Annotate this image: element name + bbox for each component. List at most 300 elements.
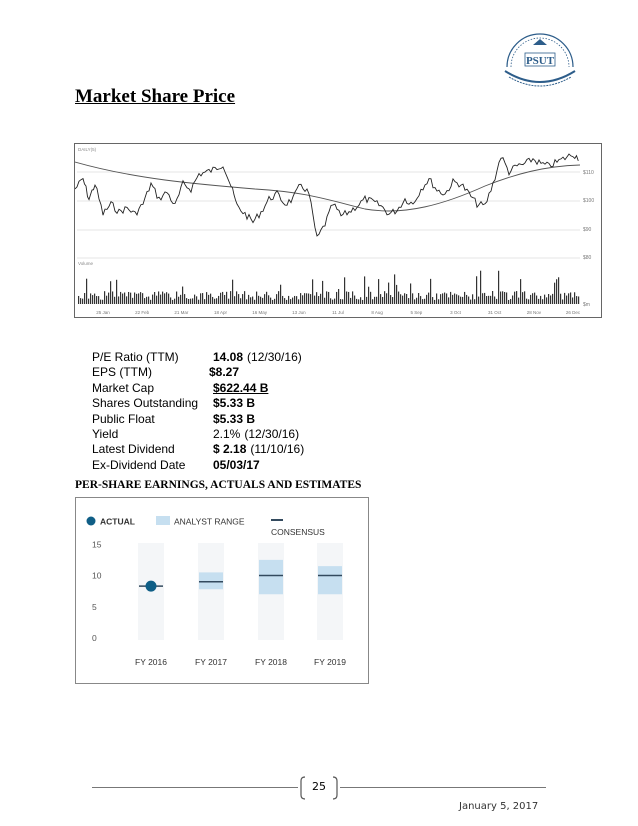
- volume-bar: [398, 292, 399, 304]
- footer-rule-left: [92, 787, 298, 788]
- volume-bar: [138, 293, 139, 304]
- footer-date: January 5, 2017: [459, 801, 539, 812]
- volume-bar: [78, 296, 79, 304]
- stat-label: Market Cap: [92, 380, 155, 395]
- volume-bar: [436, 293, 437, 304]
- x-category-label: FY 2018: [255, 657, 287, 667]
- volume-bar: [422, 299, 423, 304]
- volume-bar: [362, 300, 363, 304]
- volume-bar: [404, 293, 405, 304]
- volume-bar: [316, 292, 317, 304]
- price-line: [75, 154, 578, 236]
- volume-bar: [264, 294, 265, 304]
- analyst-range-bar: [199, 572, 223, 589]
- volume-bar: [484, 293, 485, 304]
- volume-bar: [472, 294, 473, 304]
- actual-point: [146, 581, 157, 592]
- volume-bar: [114, 297, 115, 304]
- volume-bar: [546, 297, 547, 304]
- volume-bar: [256, 292, 257, 304]
- stat-value-text: 05/03/17: [213, 457, 260, 472]
- volume-bar: [558, 277, 559, 304]
- volume-bar: [112, 291, 113, 304]
- volume-bar: [184, 294, 185, 304]
- volume-bar: [506, 292, 507, 304]
- volume-bar: [228, 299, 229, 304]
- volume-bar: [420, 296, 421, 304]
- y-tick-label: $m: [583, 302, 590, 308]
- volume-bar: [544, 295, 545, 304]
- volume-bar: [198, 300, 199, 304]
- volume-bar: [412, 293, 413, 304]
- volume-bar: [132, 298, 133, 304]
- volume-bar: [318, 296, 319, 304]
- volume-bar: [222, 292, 223, 304]
- volume-bar: [248, 295, 249, 304]
- analyst-range-bar: [259, 560, 283, 594]
- price-chart-svg: [75, 144, 601, 317]
- volume-bar: [180, 295, 181, 304]
- stat-value-text: 2.1%: [213, 426, 241, 441]
- volume-bar: [128, 292, 129, 304]
- volume-bar: [368, 287, 369, 304]
- eps-chart-svg: [76, 498, 368, 683]
- volume-bar: [250, 297, 251, 304]
- x-tick-label: 5 Sep: [410, 310, 423, 315]
- volume-bar: [206, 292, 207, 304]
- volume-bar: [100, 300, 101, 304]
- volume-bar: [290, 299, 291, 304]
- volume-bar: [90, 293, 91, 304]
- volume-bar: [310, 294, 311, 304]
- volume-bar: [178, 297, 179, 304]
- volume-bar: [154, 292, 155, 304]
- volume-bar: [210, 294, 211, 304]
- volume-bar: [258, 296, 259, 304]
- stat-label: P/E Ratio (TTM): [92, 350, 179, 364]
- volume-bar: [322, 281, 323, 304]
- page-heading: Market Share Price: [75, 86, 236, 107]
- volume-bar: [110, 281, 111, 304]
- stat-value-text: 14.08: [213, 350, 244, 364]
- volume-bar: [244, 291, 245, 304]
- volume-bar: [172, 300, 173, 304]
- volume-bar: [462, 297, 463, 304]
- volume-bar: [130, 293, 131, 304]
- volume-bar: [92, 295, 93, 304]
- volume-bar: [560, 294, 561, 304]
- volume-bar: [416, 298, 417, 304]
- y-tick-label: 0: [92, 633, 97, 643]
- volume-bar: [468, 297, 469, 304]
- y-tick-label: 15: [92, 539, 102, 550]
- stat-note: (12/30/16): [244, 426, 300, 441]
- volume-bar: [282, 296, 283, 304]
- volume-bar: [528, 299, 529, 304]
- volume-bar: [196, 296, 197, 304]
- volume-bar: [266, 292, 267, 304]
- stat-value-text: $ 2.18: [213, 442, 247, 457]
- volume-bar: [446, 293, 447, 304]
- volume-bar: [84, 293, 85, 304]
- volume-bar: [226, 292, 227, 304]
- x-tick-label: 8 Aug: [371, 310, 383, 315]
- volume-bar: [352, 291, 353, 304]
- volume-bar: [188, 299, 189, 304]
- volume-bar: [274, 299, 275, 304]
- stat-value: [213, 381, 268, 396]
- volume-bar: [572, 297, 573, 304]
- volume-bar: [166, 292, 167, 304]
- volume-bar: [430, 279, 431, 304]
- logo-text: PSUT: [525, 55, 555, 67]
- volume-bar: [150, 300, 151, 304]
- stat-label: Ex-Dividend Date: [92, 457, 186, 472]
- volume-bar: [372, 299, 373, 304]
- volume-bar: [156, 296, 157, 304]
- volume-bar: [242, 294, 243, 304]
- stat-value: [209, 365, 239, 380]
- x-tick-label: 31 Oct: [488, 310, 502, 315]
- volume-bar: [246, 299, 247, 304]
- x-tick-label: 21 Mar: [174, 310, 189, 315]
- volume-bar: [214, 299, 215, 304]
- volume-bar: [466, 295, 467, 304]
- volume-bar: [218, 296, 219, 304]
- stat-value-text: $5.33 B: [213, 411, 256, 426]
- volume-bar: [386, 293, 387, 304]
- y-tick-label: $110: [583, 170, 594, 176]
- volume-bar: [474, 299, 475, 304]
- volume-bar: [106, 296, 107, 304]
- volume-bar: [262, 298, 263, 304]
- y-tick-label: 5: [92, 601, 97, 612]
- volume-bar: [410, 283, 411, 304]
- volume-bar: [300, 293, 301, 304]
- volume-bar: [168, 294, 169, 304]
- stat-value-text: $5.33 B: [213, 396, 256, 411]
- volume-bar: [562, 299, 563, 304]
- volume-bar: [304, 293, 305, 304]
- volume-bar: [202, 293, 203, 304]
- volume-bar: [330, 298, 331, 304]
- volume-bar: [240, 298, 241, 304]
- volume-bar: [268, 295, 269, 304]
- stat-value-text: $622.44 B: [213, 380, 269, 395]
- volume-bar: [376, 297, 377, 304]
- stat-label: Public Float: [92, 411, 155, 426]
- volume-bar: [526, 299, 527, 304]
- volume-bar: [326, 291, 327, 304]
- volume-bar: [288, 296, 289, 304]
- volume-bar: [454, 294, 455, 304]
- volume-bar: [550, 295, 551, 304]
- volume-bar: [346, 291, 347, 304]
- y-tick-label: 10: [92, 570, 102, 581]
- volume-bar: [334, 299, 335, 304]
- volume-bar: [192, 298, 193, 304]
- stat-label: EPS (TTM): [92, 365, 152, 380]
- x-tick-label: 3 Oct: [450, 310, 461, 315]
- volume-bar: [278, 291, 279, 304]
- volume-bar: [490, 296, 491, 304]
- y-tick-label: $80: [583, 255, 592, 261]
- volume-bar: [306, 293, 307, 304]
- volume-bar: [364, 276, 365, 304]
- volume-bar: [350, 298, 351, 304]
- volume-bar: [254, 300, 255, 304]
- volume-bar: [514, 292, 515, 304]
- volume-bar: [540, 296, 541, 304]
- stat-label: Yield: [92, 426, 119, 441]
- volume-bar: [382, 297, 383, 304]
- volume-bar: [164, 293, 165, 304]
- volume-bar: [134, 293, 135, 304]
- volume-bar: [312, 279, 313, 304]
- volume-bar: [232, 280, 233, 304]
- volume-bar: [204, 299, 205, 304]
- volume-bar: [270, 298, 271, 304]
- volume-bar: [532, 293, 533, 304]
- eps-subheading: PER-SHARE EARNINGS, ACTUALS AND ESTIMATES: [75, 479, 362, 491]
- volume-bar: [344, 277, 345, 304]
- volume-bar: [570, 292, 571, 304]
- volume-bar: [118, 296, 119, 304]
- moving-average-line: [75, 162, 580, 211]
- stat-value: [213, 350, 302, 365]
- volume-bar: [450, 292, 451, 304]
- volume-bar: [212, 297, 213, 304]
- volume-bar: [296, 296, 297, 304]
- volume-bar: [356, 299, 357, 304]
- volume-bar: [534, 293, 535, 304]
- volume-bar: [88, 299, 89, 304]
- volume-bar: [480, 271, 481, 304]
- volume-bar: [520, 279, 521, 304]
- volume-bar: [578, 296, 579, 304]
- volume-bar: [136, 294, 137, 304]
- volume-bar: [200, 293, 201, 304]
- volume-bar: [102, 300, 103, 304]
- volume-bar: [394, 274, 395, 304]
- volume-bar: [374, 297, 375, 304]
- stat-value: [213, 396, 255, 411]
- volume-bar: [494, 297, 495, 304]
- volume-bar: [498, 271, 499, 304]
- volume-bar: [564, 293, 565, 304]
- x-tick-label: 28 Nov: [526, 310, 541, 315]
- volume-bar: [230, 291, 231, 304]
- volume-bar: [434, 300, 435, 304]
- x-category-label: FY 2016: [135, 657, 167, 667]
- volume-bar: [338, 289, 339, 304]
- volume-bar: [124, 292, 125, 304]
- y-tick-label: $90: [583, 227, 592, 233]
- volume-bar: [146, 297, 147, 304]
- volume-bar: [530, 295, 531, 304]
- volume-bar: [358, 299, 359, 304]
- x-tick-label: 25 Jan: [96, 310, 110, 315]
- volume-bar: [512, 295, 513, 304]
- chart-period-label: DAILY(5): [78, 147, 97, 152]
- volume-bar: [236, 291, 237, 304]
- y-tick-label: $100: [583, 198, 595, 204]
- volume-bar: [292, 298, 293, 304]
- volume-bar: [342, 299, 343, 304]
- volume-bar: [340, 299, 341, 304]
- volume-bar: [294, 296, 295, 304]
- volume-bar: [424, 299, 425, 304]
- price-chart: [74, 143, 602, 318]
- volume-bar: [470, 300, 471, 304]
- volume-bar: [496, 299, 497, 304]
- footer-rule-right: [340, 787, 546, 788]
- legend-range-label: ANALYST RANGE: [174, 516, 245, 527]
- volume-bar: [566, 296, 567, 304]
- volume-bar: [388, 283, 389, 304]
- volume-bar: [500, 292, 501, 304]
- category-column: [198, 543, 224, 640]
- volume-bar: [142, 293, 143, 304]
- volume-bar: [488, 296, 489, 304]
- volume-bar: [96, 296, 97, 304]
- volume-bar: [522, 292, 523, 304]
- volume-bar: [122, 294, 123, 304]
- volume-bar: [464, 292, 465, 304]
- volume-bar: [220, 293, 221, 304]
- volume-bar: [458, 295, 459, 304]
- volume-bar: [440, 294, 441, 304]
- volume-bar: [174, 299, 175, 304]
- volume-bar: [438, 299, 439, 304]
- volume-bar: [280, 285, 281, 304]
- volume-bar: [208, 295, 209, 304]
- stat-value: [213, 427, 299, 442]
- volume-bar: [260, 297, 261, 304]
- volume-bar: [252, 297, 253, 304]
- volume-bar: [408, 298, 409, 304]
- legend-actual-marker: [87, 517, 96, 526]
- stat-note: (11/10/16): [250, 442, 305, 457]
- eps-chart: [75, 497, 369, 684]
- volume-bar: [286, 300, 287, 304]
- volume-bar: [126, 296, 127, 304]
- volume-bar: [324, 298, 325, 304]
- x-tick-label: 18 Apr: [213, 310, 228, 315]
- volume-bar: [190, 299, 191, 304]
- volume-bar: [486, 296, 487, 304]
- volume-bar: [284, 298, 285, 304]
- volume-bar: [426, 295, 427, 304]
- volume-bar: [456, 294, 457, 304]
- volume-bar: [380, 294, 381, 304]
- x-tick-label: 16 May: [252, 310, 268, 315]
- volume-bar: [504, 292, 505, 304]
- volume-bar: [336, 292, 337, 304]
- volume-bar: [98, 296, 99, 304]
- volume-bar: [568, 293, 569, 304]
- volume-bar: [302, 295, 303, 304]
- stat-value: [213, 442, 304, 457]
- volume-bar: [234, 296, 235, 304]
- volume-bar: [390, 295, 391, 304]
- volume-bar: [518, 298, 519, 304]
- volume-bar: [554, 283, 555, 304]
- volume-bar: [460, 297, 461, 304]
- stat-value: [213, 458, 260, 473]
- volume-bar: [182, 287, 183, 304]
- volume-bar: [170, 297, 171, 304]
- volume-bar: [432, 297, 433, 304]
- volume-bar: [516, 291, 517, 304]
- legend-actual-label: ACTUAL: [100, 516, 135, 527]
- volume-bar: [224, 295, 225, 304]
- volume-bar: [360, 297, 361, 304]
- volume-bar: [314, 296, 315, 304]
- volume-bar: [94, 294, 95, 304]
- volume-bar: [158, 291, 159, 304]
- volume-bar: [502, 291, 503, 304]
- volume-bar: [216, 298, 217, 304]
- volume-bar: [378, 279, 379, 304]
- volume-bar: [80, 298, 81, 304]
- volume-bar: [160, 295, 161, 304]
- volume-bar: [298, 299, 299, 304]
- analyst-range-bar: [318, 566, 342, 594]
- volume-bar: [396, 285, 397, 304]
- volume-bar: [82, 299, 83, 304]
- volume-bar: [162, 292, 163, 304]
- volume-bar: [574, 292, 575, 304]
- volume-bar: [384, 291, 385, 304]
- legend-consensus-label: CONSENSUS: [271, 527, 325, 537]
- volume-bar: [542, 299, 543, 304]
- volume-bar: [414, 299, 415, 304]
- volume-bar: [406, 294, 407, 304]
- volume-bar: [332, 300, 333, 304]
- volume-bar: [442, 293, 443, 304]
- volume-bar: [452, 295, 453, 304]
- volume-bar: [120, 292, 121, 304]
- volume-bar: [152, 295, 153, 304]
- volume-bar: [140, 292, 141, 304]
- volume-bar: [510, 299, 511, 304]
- volume-bar: [492, 291, 493, 304]
- volume-bar: [548, 294, 549, 304]
- volume-bar: [524, 291, 525, 304]
- x-tick-label: 26 Dec: [565, 310, 581, 315]
- x-tick-label: 22 Feb: [135, 310, 150, 315]
- stat-label: Latest Dividend: [92, 442, 175, 457]
- stat-value: [213, 412, 255, 427]
- stat-note: (12/30/16): [247, 350, 302, 364]
- volume-bar: [556, 279, 557, 304]
- volume-bar: [536, 296, 537, 304]
- page-number: 25: [312, 780, 326, 793]
- volume-bar: [402, 296, 403, 304]
- volume-bar: [370, 292, 371, 304]
- volume-bar: [428, 293, 429, 304]
- volume-bar: [400, 294, 401, 304]
- stat-label: Shares Outstanding: [92, 396, 199, 411]
- stat-value-text: $8.27: [209, 365, 240, 380]
- volume-bar: [276, 294, 277, 304]
- volume-bar: [308, 294, 309, 304]
- volume-bar: [444, 293, 445, 304]
- volume-bar: [552, 294, 553, 304]
- university-logo: [495, 15, 585, 95]
- volume-bar: [392, 297, 393, 304]
